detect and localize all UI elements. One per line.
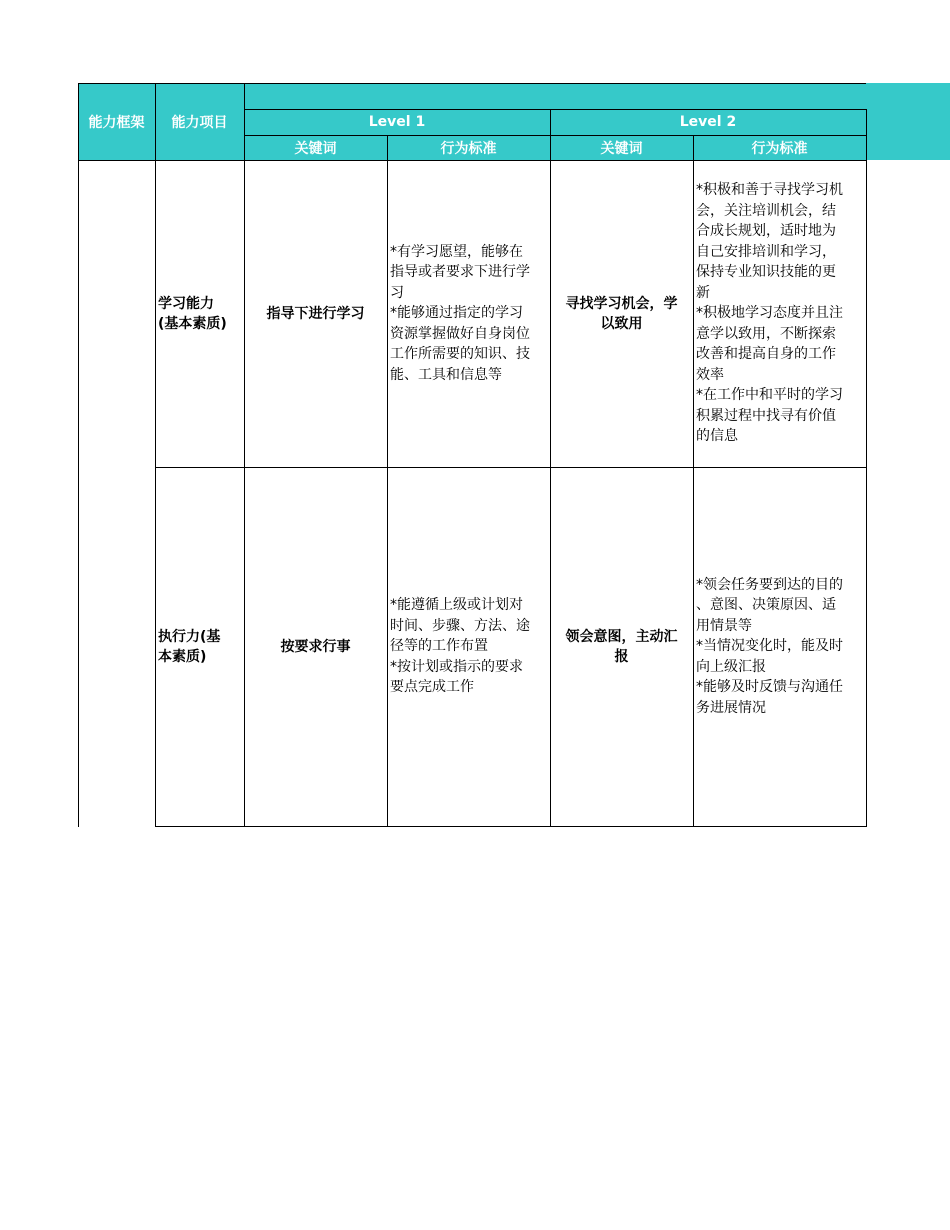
header-level1: Level 1 bbox=[368, 114, 426, 130]
row1-item: 学习能力 (基本素质) bbox=[158, 295, 227, 332]
grid-line bbox=[78, 160, 866, 161]
grid-line bbox=[244, 83, 245, 827]
grid-line bbox=[155, 467, 866, 468]
row1-l1-keyword: 指导下进行学习 bbox=[266, 305, 365, 322]
grid-line bbox=[387, 135, 388, 827]
header-l2-keyword: 关键词 bbox=[600, 140, 643, 157]
header-band-extension bbox=[866, 83, 950, 160]
row2-l1-keyword: 按要求行事 bbox=[280, 638, 351, 655]
row1-l2-behavior: *积极和善于寻找学习机 会，关注培训机会，结 合成长规划，适时地为 自己安排培训和学习， 保持专业知识技能的更 新 *积极地学习态度并且注 意学以致用，不断探索 改善和提高自身的工作 效率 *在工作中和平时的学习 积累过程中找寻有价值 的信息 bbox=[696, 182, 843, 445]
grid-line bbox=[693, 135, 694, 827]
row2-item: 执行力(基 本素质) bbox=[158, 628, 221, 665]
header-l1-behavior: 行为标准 bbox=[440, 140, 497, 157]
grid-line bbox=[155, 826, 866, 827]
row1-l1-behavior: *有学习愿望，能够在 指导或者要求下进行学 习 *能够通过指定的学习 资源掌握做好自身岗位 工作所需要的知识、技 能、工具和信息等 bbox=[390, 243, 530, 383]
header-l2-behavior: 行为标准 bbox=[751, 140, 808, 157]
row2-l1-behavior: *能遵循上级或计划对 时间、步骤、方法、途 径等的工作布置 *按计划或指示的要求 要点完成工作 bbox=[390, 597, 530, 696]
grid-line bbox=[550, 109, 551, 827]
header-item: 能力项目 bbox=[171, 114, 228, 131]
grid-line bbox=[78, 83, 866, 84]
grid-line bbox=[155, 83, 156, 827]
header-l1-keyword: 关键词 bbox=[294, 140, 337, 157]
grid-line bbox=[78, 83, 79, 827]
grid-line bbox=[866, 109, 867, 827]
row2-l2-keyword: 领会意图，主动汇 报 bbox=[565, 628, 678, 665]
grid-line bbox=[244, 135, 866, 136]
row1-l2-keyword: 寻找学习机会，学 以致用 bbox=[565, 295, 678, 332]
grid-line bbox=[244, 109, 866, 110]
row2-l2-behavior: *领会任务要到达的目的 、意图、决策原因、适 用情景等 *当情况变化时，能及时 向上级汇报 *能够及时反馈与沟通任 务进展情况 bbox=[696, 576, 843, 716]
header-framework: 能力框架 bbox=[88, 114, 145, 131]
header-level2: Level 2 bbox=[679, 114, 737, 130]
